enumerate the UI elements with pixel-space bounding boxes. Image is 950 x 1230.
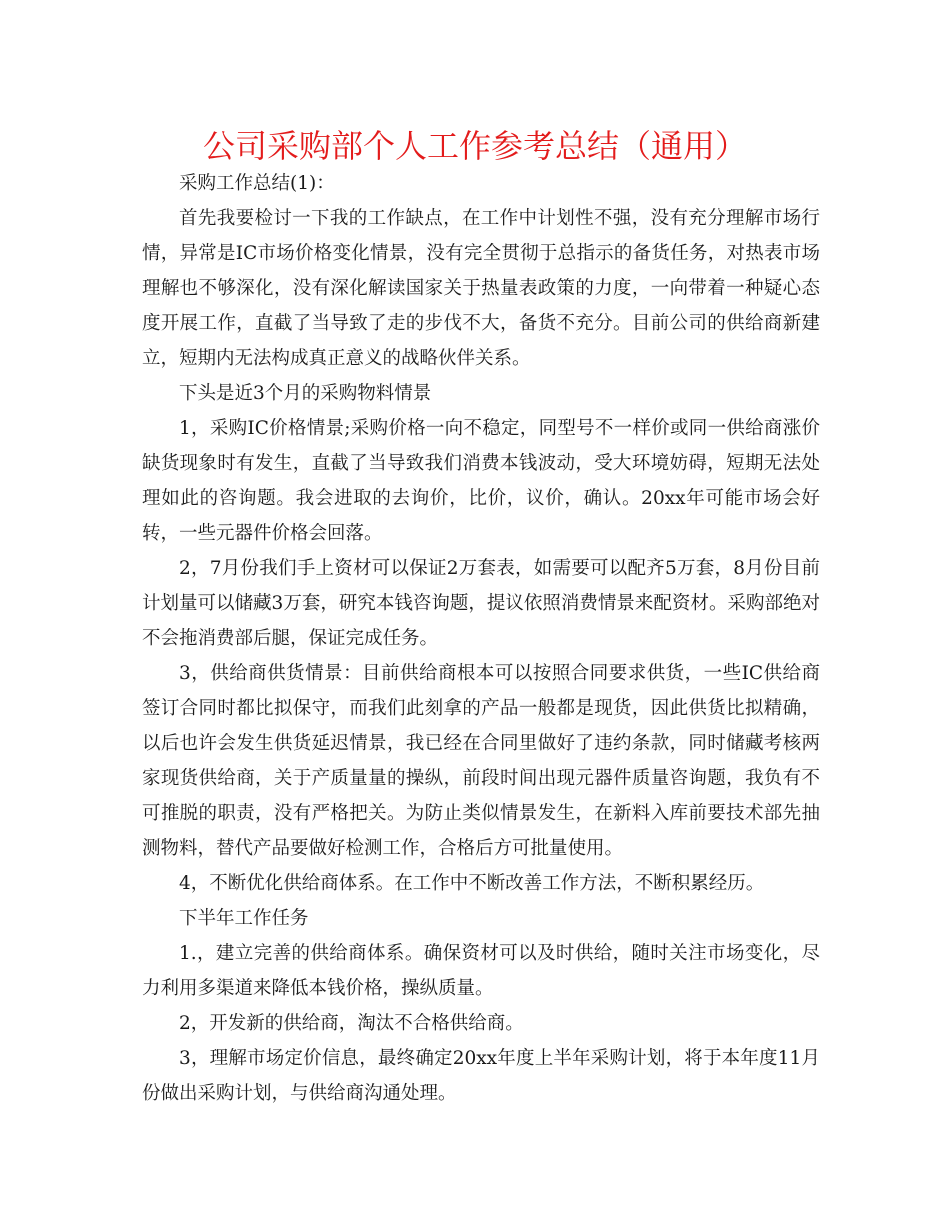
- document-title: 公司采购部个人工作参考总结（通用）: [202, 127, 747, 165]
- paragraph: 2，开发新的供给商，淘汰不合格供给商。: [179, 1013, 524, 1034]
- paragraph: 首先我要检讨一下我的工作缺点，在工作中计划性不强，没有充分理解市场行情，异常是IC市场价格变化情景，没有完全贯彻于总指示的备货任务，对热表市场理解也不够深化，没有深化解读国家关于热量表政策的力度，一向带着一种疑心态度开展工作，直截了当导致了走的步伐不大，备货不充分。目前公司的供给商新建立，短期内无法构成真正意义的战略伙伴关系。: [142, 208, 820, 369]
- paragraph: 3，供给商供货情景：目前供给商根本可以按照合同要求供货，一些IC供给商签订合同时都比拟保守，而我们此刻拿的产品一般都是现货，因此供货比拟精确，以后也许会发生供货延迟情景，我已经在合同里做好了违约条款，同时储藏考核两家现货供给商，关于产质量量的操纵，前段时间出现元器件质量咨询题，我负有不可推脱的职责，没有严格把关。为防止类似情景发生，在新料入库前要技术部先抽测物料，替代产品要做好检测工作，合格后方可批量使用。: [142, 663, 820, 859]
- paragraph-subheading: 下半年工作任务: [179, 908, 309, 929]
- paragraph-section-heading: 采购工作总结(1)：: [179, 173, 335, 194]
- paragraph: 1，采购IC价格情景;采购价格一向不稳定，同型号不一样价或同一供给商涨价缺货现象时有发生，直截了当导致我们消费本钱波动，受大环境妨碍，短期无法处理如此的咨询题。我会进取的去询价，比价，议价，确认。20xx年可能市场会好转，一些元器件价格会回落。: [142, 418, 820, 544]
- paragraph: 3，理解市场定价信息，最终确定20xx年度上半年采购计划，将于本年度11月份做出采购计划，与供给商沟通处理。: [142, 1048, 820, 1104]
- document-body: [142, 166, 820, 1111]
- paragraph-subheading: 下头是近3个月的采购物料情景: [179, 383, 432, 404]
- paragraph: 4，不断优化供给商体系。在工作中不断改善工作方法，不断积累经历。: [179, 873, 765, 894]
- paragraph: 2，7月份我们手上资材可以保证2万套表，如需要可以配齐5万套，8月份目前计划量可以储藏3万套，研究本钱咨询题，提议依照消费情景来配资材。采购部绝对不会拖消费部后腿，保证完成任务。: [142, 558, 820, 649]
- paragraph: 1.，建立完善的供给商体系。确保资材可以及时供给，随时关注市场变化，尽力利用多渠道来降低本钱价格，操纵质量。: [142, 943, 820, 999]
